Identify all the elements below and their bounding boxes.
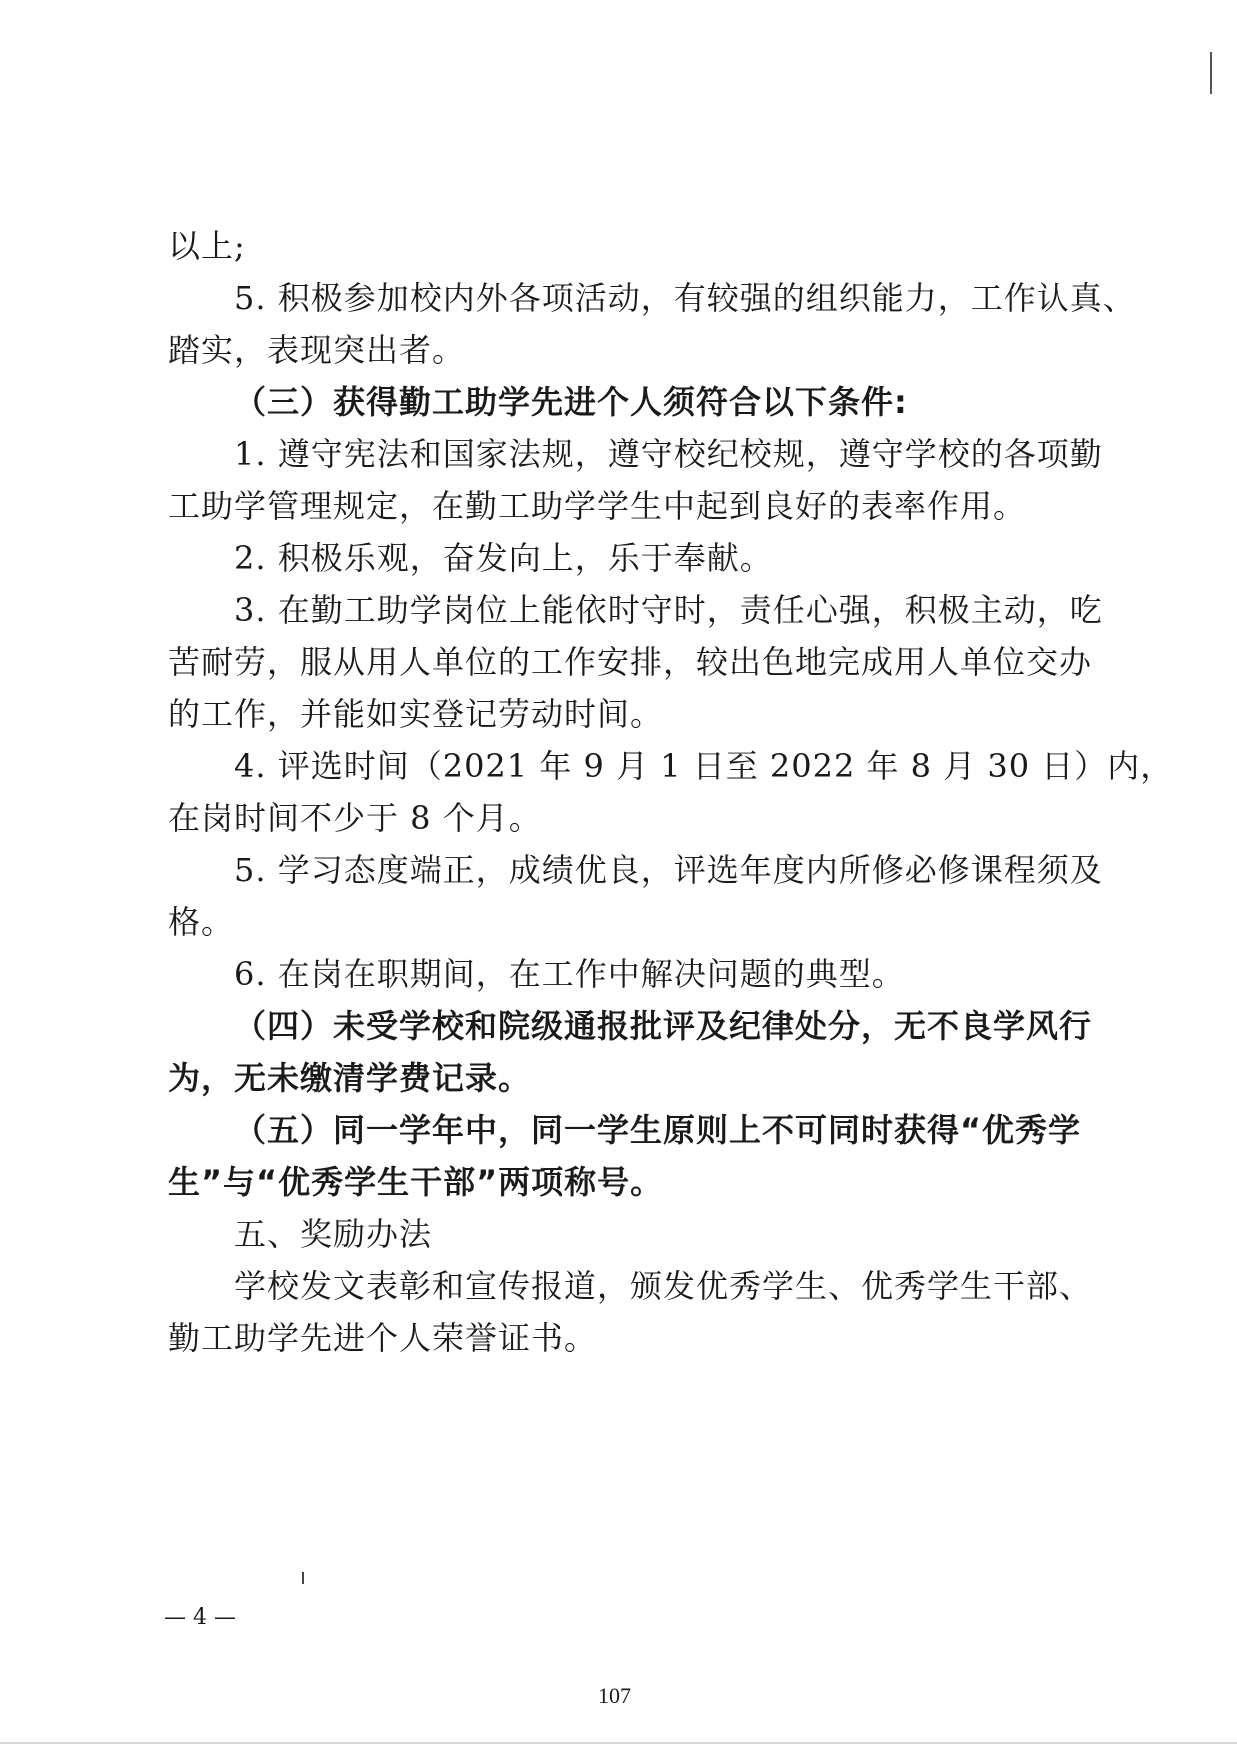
section-heading-4: （四）未受学校和院级通报批评及纪律处分，无不良学风行 [234, 1007, 1093, 1045]
text-line-10: 的工作，并能如实登记劳动时间。 [168, 695, 664, 733]
text-line-11: 4. 评选时间（2021 年 9 月 1 日至 2022 年 8 月 30 日）内， [234, 747, 1174, 785]
scan-edge-mark [1210, 52, 1212, 94]
page-number: — 4 — [164, 1605, 236, 1630]
text-line-9: 苦耐劳，服从用人单位的工作安排，较出色地完成用人单位交办 [168, 643, 1093, 681]
scan-bottom-edge [0, 1742, 1237, 1744]
text-line-6: 工助学管理规定，在勤工助学学生中起到良好的表率作用。 [168, 487, 1027, 525]
text-line-15: 6. 在岗在职期间，在工作中解决问题的典型。 [234, 955, 905, 993]
section-heading-4-cont: 为，无未缴清学费记录。 [168, 1059, 532, 1097]
text-line-7: 2. 积极乐观，奋发向上，乐于奉献。 [234, 539, 773, 577]
text-line-8: 3. 在勤工助学岗位上能依时守时，责任心强，积极主动，吃 [234, 591, 1103, 629]
text-line-22: 勤工助学先进个人荣誉证书。 [168, 1319, 598, 1357]
chapter-heading-reward: 五、奖励办法 [234, 1215, 433, 1253]
text-line-21: 学校发文表彰和宣传报道，颁发优秀学生、优秀学生干部、 [234, 1267, 1093, 1305]
text-line-5: 1. 遵守宪法和国家法规，遵守校纪校规，遵守学校的各项勤 [234, 435, 1103, 473]
archive-page-number: 107 [598, 1683, 631, 1708]
section-heading-5: （五）同一学年中，同一学生原则上不可同时获得“优秀学 [234, 1111, 1082, 1149]
text-line-1: 以上; [168, 227, 246, 265]
text-line-12: 在岗时间不少于 8 个月。 [168, 799, 542, 837]
text-line-14: 格。 [168, 903, 235, 941]
section-heading-5-cont: 生”与“优秀学生干部”两项称号。 [168, 1163, 664, 1201]
text-line-13: 5. 学习态度端正，成绩优良，评选年度内所修必修课程须及 [234, 851, 1103, 889]
scan-tick-mark [302, 1572, 304, 1584]
section-heading-3: （三）获得勤工助学先进个人须符合以下条件: [234, 383, 908, 421]
text-line-2: 5. 积极参加校内外各项活动，有较强的组织能力，工作认真、 [234, 279, 1136, 317]
text-line-3: 踏实，表现突出者。 [168, 331, 466, 369]
